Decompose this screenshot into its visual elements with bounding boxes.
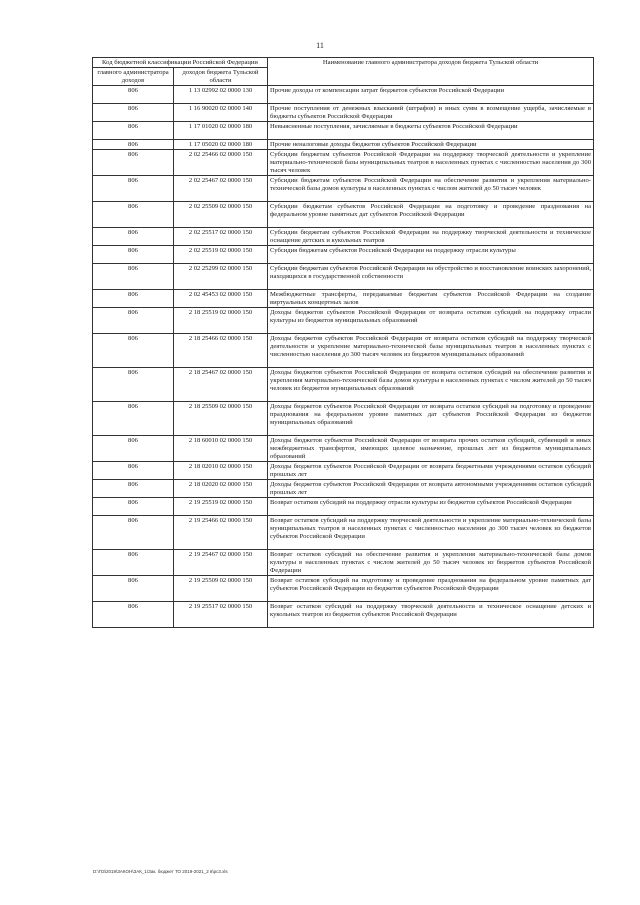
admin-code-cell: 806	[93, 228, 174, 246]
revenue-name-cell: Возврат остатков субсидий на поддержку отрасли культуры из бюджетов субъектов Российской Федерации	[268, 498, 594, 516]
revenue-code-cell: 2 02 25517 02 0000 150	[174, 228, 268, 246]
table-row	[93, 86, 594, 104]
admin-code-cell: 806	[93, 550, 174, 576]
admin-code-cell: 806	[93, 140, 174, 150]
revenue-name-cell: Субсидии бюджетам субъектов Российской Федерации на обустройство и восстановление воинских захоронений, находящихся в государственной собственности	[268, 264, 594, 290]
revenue-code-cell: 2 02 25466 02 0000 150	[174, 150, 268, 176]
table-row	[93, 140, 594, 150]
revenue-name-cell: Доходы бюджетов субъектов Российской Федерации от возврата остатков субсидий на поддержку отрасли культуры из бюджетов муниципальных образований	[268, 308, 594, 334]
revenue-code-cell: 2 02 25519 02 0000 150	[174, 246, 268, 264]
admin-code-cell: 806	[93, 86, 174, 104]
admin-code-cell: 806	[93, 150, 174, 176]
admin-code-cell: 806	[93, 290, 174, 308]
revenue-code-cell: 2 19 25519 02 0000 150	[174, 498, 268, 516]
revenue-name-cell: Межбюджетные трансферты, передаваемые бюджетам субъектов Российской Федерации на создание виртуальных концертных залов	[268, 290, 594, 308]
header-row-top	[93, 58, 594, 68]
header-group-title: Код бюджетной классификации Российской Федерации	[93, 58, 268, 68]
admin-code-cell: 806	[93, 498, 174, 516]
revenue-code-cell: 1 17 05020 02 0000 180	[174, 140, 268, 150]
table-row	[93, 576, 594, 602]
table-row	[93, 480, 594, 498]
revenue-name-cell: Возврат остатков субсидий на поддержку творческой деятельности и техническое оснащение детских и кукольных театров из бюджетов субъектов Российской Федерации	[268, 602, 594, 628]
revenue-name-cell: Субсидии бюджетам субъектов Российской Федерации на поддержку творческой деятельности и техническое оснащение детских и кукольных театров	[268, 228, 594, 246]
revenue-name-cell: Субсидии бюджетам субъектов Российской Федерации на обеспечение развития и укрепления материально-технической базы домов культуры в населенных пунктах с числом жителей до 50 тысяч человек	[268, 176, 594, 202]
revenue-code-cell: 1 17 01020 02 0000 180	[174, 122, 268, 140]
revenue-code-cell: 2 19 25466 02 0000 150	[174, 516, 268, 550]
header-name-column: Наименование главного администратора доходов бюджета Тульской области	[268, 58, 594, 86]
revenue-code-cell: 2 18 25509 02 0000 150	[174, 402, 268, 436]
revenue-name-cell: Прочие неналоговые доходы бюджетов субъектов Российской Федерации	[268, 140, 594, 150]
admin-code-cell: 806	[93, 264, 174, 290]
table-row	[93, 246, 594, 264]
revenue-code-cell: 2 18 25519 02 0000 150	[174, 308, 268, 334]
revenue-code-cell: 2 18 02010 02 0000 150	[174, 462, 268, 480]
revenue-name-cell: Прочие доходы от компенсации затрат бюджетов субъектов Российской Федерации	[268, 86, 594, 104]
table-row	[93, 550, 594, 576]
table-row	[93, 308, 594, 334]
table-row	[93, 498, 594, 516]
revenue-name-cell: Возврат остатков субсидий на обеспечение развития и укрепления материально-технической базы домов культуры в населенных пунктах с числом жителей до 50 тысяч человек из бюджетов субъектов Российской Федерации	[268, 550, 594, 576]
revenue-name-cell: Доходы бюджетов субъектов Российской Федерации от возврата прочих остатков субсидий, субвенций и иных межбюджетных трансфертов, имеющих целевое назначение, прошлых лет из бюджетов муниципальных образований	[268, 436, 594, 462]
revenue-code-cell: 2 19 25517 02 0000 150	[174, 602, 268, 628]
revenue-code-cell: 2 02 25509 02 0000 150	[174, 202, 268, 228]
revenue-name-cell: Прочие поступления от денежных взысканий (штрафов) и иных сумм в возмещение ущерба, зачисляемые в бюджеты субъектов Российской Федерации	[268, 104, 594, 122]
admin-code-cell: 806	[93, 104, 174, 122]
revenue-name-cell: Невыясненные поступления, зачисляемые в бюджеты субъектов Российской Федерации	[268, 122, 594, 140]
table-row	[93, 602, 594, 628]
table-row	[93, 264, 594, 290]
admin-code-cell: 806	[93, 462, 174, 480]
revenue-code-cell: 2 19 25467 02 0000 150	[174, 550, 268, 576]
admin-code-cell: 806	[93, 402, 174, 436]
revenue-code-cell: 2 18 25467 02 0000 150	[174, 368, 268, 402]
revenue-name-cell: Субсидия бюджетам субъектов Российской Федерации на поддержку отрасли культуры	[268, 246, 594, 264]
file-path-footer: D:\ПЗ\2019\ЗАКОН\ЗАК_1\Зак. бюджет ТО 2019-2021_2 в\рс3.xls	[93, 869, 228, 874]
table-row	[93, 334, 594, 368]
revenue-name-cell: Доходы бюджетов субъектов Российской Федерации от возврата остатков субсидий на подготовку и проведение празднования на федеральном уровне памятных дат субъектов Российской Федерации из бюджетов муниципальных образований	[268, 402, 594, 436]
revenue-name-cell: Возврат остатков субсидий на поддержку творческой деятельности и укрепление материально-технической базы муниципальных театров в населенных пунктах с численностью населения до 300 тысяч человек из бюджетов субъектов Российской Федерации	[268, 516, 594, 550]
revenue-code-cell: 2 18 60010 02 0000 150	[174, 436, 268, 462]
revenue-code-cell: 2 18 02020 02 0000 150	[174, 480, 268, 498]
header-code-column: доходов бюджета Тульской области	[174, 68, 268, 86]
table-row	[93, 228, 594, 246]
revenue-name-cell: Субсидии бюджетам субъектов Российской Федерации на поддержку творческой деятельности и укрепление материально-технической базы муниципальных театров в населенных пунктах с численностью населения до 300 тысяч человек	[268, 150, 594, 176]
admin-code-cell: 806	[93, 308, 174, 334]
revenue-name-cell: Доходы бюджетов субъектов Российской Федерации от возврата остатков субсидий на поддержку творческой деятельности и укрепление материально-технической базы муниципальных театров в населенных пунктах с численностью населения до 300 тысяч человек из бюджетов муниципальных образований	[268, 334, 594, 368]
revenue-code-cell: 1 13 02992 02 0000 130	[174, 86, 268, 104]
revenue-name-cell: Доходы бюджетов субъектов Российской Федерации от возврата автономными учреждениями остатков субсидий прошлых лет	[268, 480, 594, 498]
table-row	[93, 402, 594, 436]
table-row	[93, 202, 594, 228]
revenue-name-cell: Субсидии бюджетам субъектов Российской Федерации на подготовку и проведение празднования на федеральном уровне памятных дат субъектов Российской Федерации	[268, 202, 594, 228]
admin-code-cell: 806	[93, 602, 174, 628]
admin-code-cell: 806	[93, 480, 174, 498]
admin-code-cell: 806	[93, 246, 174, 264]
table-row	[93, 516, 594, 550]
admin-code-cell: 806	[93, 334, 174, 368]
admin-code-cell: 806	[93, 202, 174, 228]
revenue-code-cell: 2 02 25299 02 0000 150	[174, 264, 268, 290]
revenue-name-cell: Возврат остатков субсидий на подготовку и проведение празднования на федеральном уровне памятных дат субъектов Российской Федерации из бюджетов субъектов Российской Федерации	[268, 576, 594, 602]
admin-code-cell: 806	[93, 122, 174, 140]
revenue-code-cell: 2 02 25467 02 0000 150	[174, 176, 268, 202]
table-row	[93, 290, 594, 308]
table-row	[93, 104, 594, 122]
table-row	[93, 462, 594, 480]
admin-code-cell: 806	[93, 368, 174, 402]
table-body	[93, 86, 594, 628]
header-admin-column: главного администратора доходов	[93, 68, 174, 86]
table-row	[93, 368, 594, 402]
revenue-code-cell: 2 18 25466 02 0000 150	[174, 334, 268, 368]
revenue-name-cell: Доходы бюджетов субъектов Российской Федерации от возврата остатков субсидий на обеспечение развития и укрепления материально-технической базы домов культуры в населенных пунктах с числом жителей до 50 тысяч человек из бюджетов муниципальных образований	[268, 368, 594, 402]
table-row	[93, 176, 594, 202]
admin-code-cell: 806	[93, 516, 174, 550]
revenue-classification-table	[92, 57, 594, 628]
admin-code-cell: 806	[93, 436, 174, 462]
table-row	[93, 436, 594, 462]
table-row	[93, 150, 594, 176]
revenue-name-cell: Доходы бюджетов субъектов Российской Федерации от возврата бюджетными учреждениями остатков субсидий прошлых лет	[268, 462, 594, 480]
table-row	[93, 122, 594, 140]
admin-code-cell: 806	[93, 176, 174, 202]
revenue-code-cell: 1 16 90020 02 0000 140	[174, 104, 268, 122]
admin-code-cell: 806	[93, 576, 174, 602]
revenue-code-cell: 2 19 25509 02 0000 150	[174, 576, 268, 602]
revenue-code-cell: 2 02 45453 02 0000 150	[174, 290, 268, 308]
page-number: 11	[316, 41, 324, 50]
